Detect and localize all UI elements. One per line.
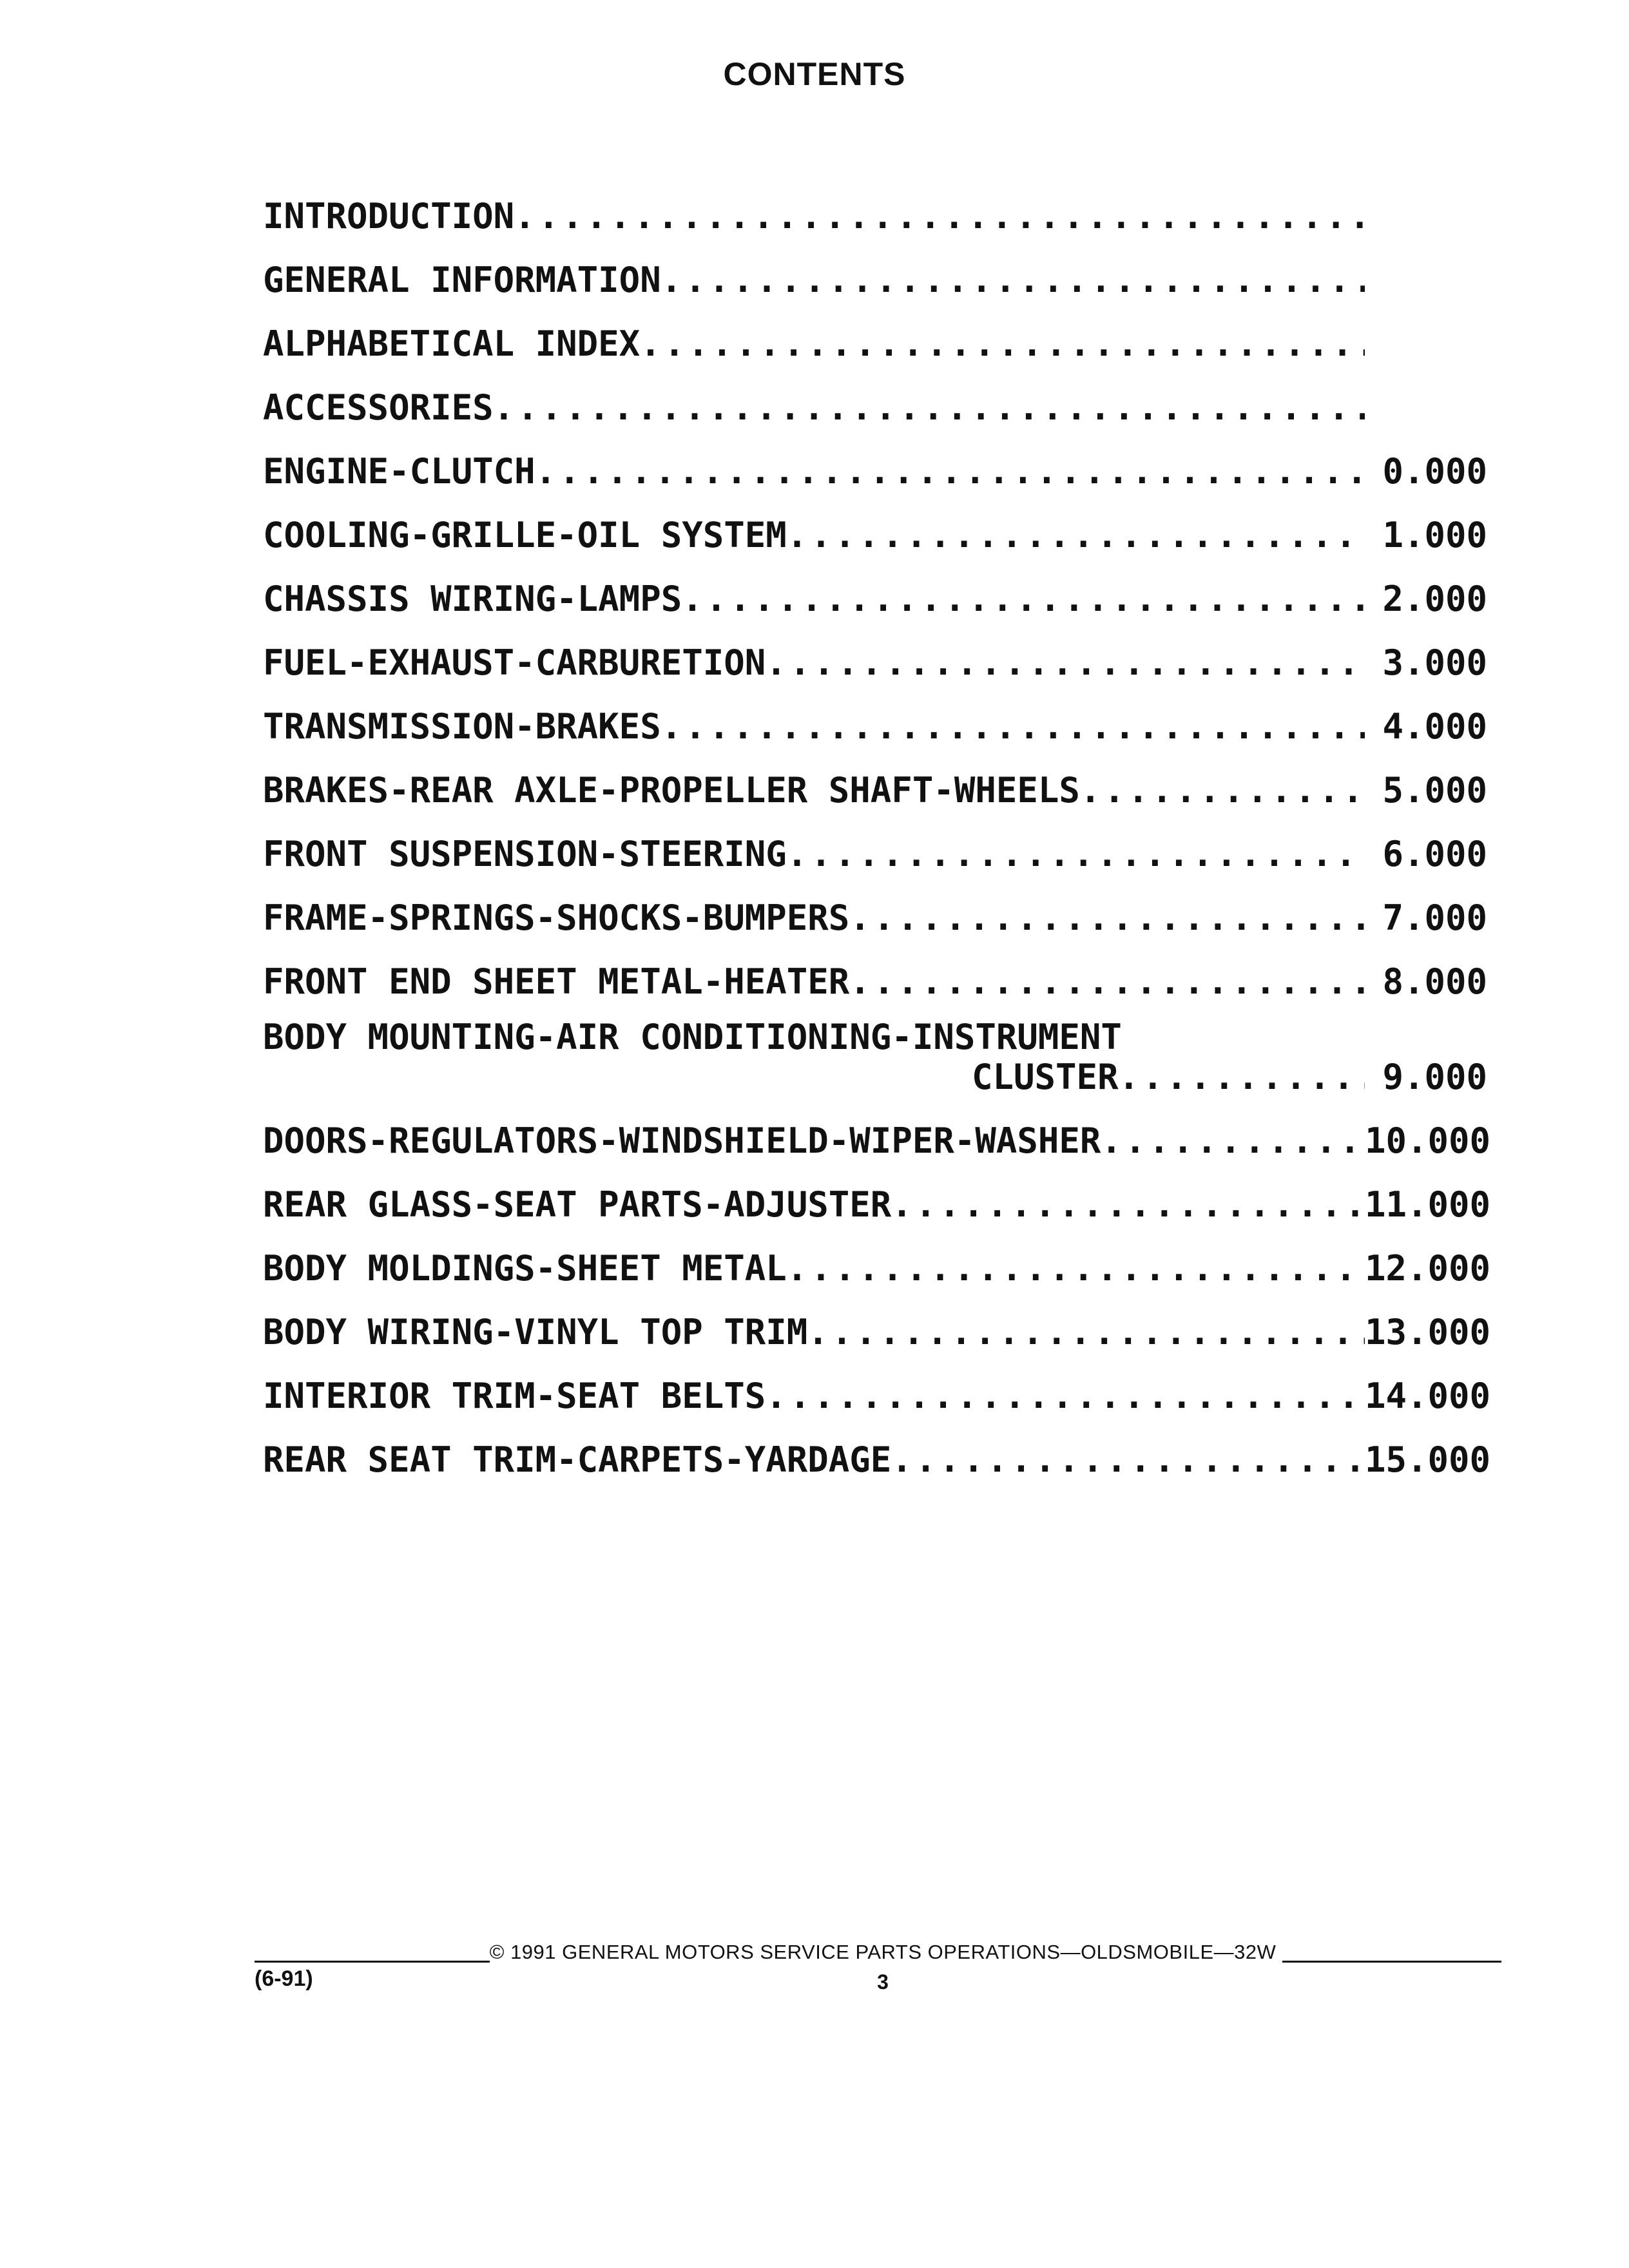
dot-leader	[494, 388, 1365, 428]
toc-entry-title: FRAME-SPRINGS-SHOCKS-BUMPERS	[263, 898, 850, 938]
dot-leader	[1101, 1121, 1365, 1161]
dot-leader	[535, 452, 1365, 492]
toc-entry-interior-trim	[263, 1352, 1491, 1416]
toc-entry-title: COOLING-GRILLE-OIL SYSTEM	[263, 515, 787, 555]
toc-entry-title: BODY WIRING-VINYL TOP TRIM	[263, 1312, 808, 1352]
toc-entry-continuation	[263, 1057, 1487, 1097]
toc-entry-page: 8.000	[1382, 961, 1487, 1002]
toc-entry-page: 7.000	[1382, 898, 1487, 938]
toc-entry-title: TRANSMISSION-BRAKES	[263, 706, 661, 747]
toc-entry-title: INTERIOR TRIM-SEAT BELTS	[263, 1376, 766, 1416]
toc-entry-general-information	[263, 236, 1487, 300]
dot-leader	[640, 324, 1365, 364]
toc-entry-page: 3.000	[1382, 642, 1487, 683]
toc-entry-title: CHASSIS WIRING-LAMPS	[263, 579, 682, 619]
toc-entry-page: 13.000	[1365, 1312, 1491, 1352]
toc-entry-page: 1.000	[1382, 515, 1487, 555]
toc-entry-page: 6.000	[1382, 834, 1487, 874]
dot-leader	[787, 515, 1365, 555]
toc-entry-chassis-wiring	[263, 555, 1487, 619]
dot-leader	[661, 260, 1365, 300]
toc-entry-page: 5.000	[1382, 770, 1487, 811]
toc-entry-alphabetical-index	[263, 300, 1487, 364]
toc-entry-frame-springs	[263, 874, 1487, 938]
toc-entry-title: REAR GLASS-SEAT PARTS-ADJUSTER	[263, 1184, 892, 1225]
toc-entry-fuel-exhaust	[263, 619, 1487, 683]
toc-entry-introduction	[263, 173, 1487, 236]
dot-leader	[1080, 771, 1365, 811]
toc-entry-page: 14.000	[1365, 1376, 1491, 1416]
toc-entry-engine-clutch	[263, 428, 1487, 492]
dot-leader	[807, 1312, 1365, 1352]
toc-entry-page: 11.000	[1365, 1184, 1491, 1225]
toc-entry-front-suspension	[263, 811, 1487, 874]
page-title: CONTENTS	[723, 56, 906, 92]
toc-entry-title: FRONT SUSPENSION-STEERING	[263, 834, 787, 874]
toc-entry-accessories	[263, 364, 1487, 428]
dot-leader	[661, 707, 1365, 747]
toc-entry-rear-seat-trim	[263, 1416, 1491, 1480]
toc-entry-title: ALPHABETICAL INDEX	[263, 323, 641, 364]
toc-entry-cooling	[263, 492, 1487, 555]
dot-leader	[766, 643, 1365, 683]
toc-entry-body-moldings	[263, 1225, 1491, 1289]
toc-entry-transmission	[263, 683, 1487, 747]
toc-entry-body-wiring	[263, 1289, 1491, 1352]
toc-entry-page: 2.000	[1382, 579, 1487, 619]
toc-entry-title: FRONT END SHEET METAL-HEATER	[263, 961, 850, 1002]
toc-entry-title: GENERAL INFORMATION	[263, 260, 661, 300]
toc-entry-title: REAR SEAT TRIM-CARPETS-YARDAGE	[263, 1439, 892, 1480]
toc-entry-page: 0.000	[1382, 451, 1487, 492]
toc-entry-title: FUEL-EXHAUST-CARBURETION	[263, 642, 766, 683]
toc-entry-title: BRAKES-REAR AXLE-PROPELLER SHAFT-WHEELS	[263, 770, 1080, 811]
dot-leader	[1119, 1057, 1365, 1097]
dot-leader	[787, 1249, 1365, 1289]
toc-entry-title: BODY MOUNTING-AIR CONDITIONING-INSTRUMENT	[263, 1017, 1122, 1057]
footer-copyright: © 1991 GENERAL MOTORS SERVICE PARTS OPERATIONS—OLDSMOBILE—32W	[489, 1941, 1277, 1963]
dot-leader	[891, 1185, 1365, 1225]
toc-entry-title: DOORS-REGULATORS-WINDSHIELD-WIPER-WASHER	[263, 1120, 1101, 1161]
dot-leader	[514, 197, 1365, 236]
dot-leader	[787, 834, 1365, 874]
toc-entry-page: 4.000	[1382, 706, 1487, 747]
toc-entry-front-end-sheet-metal	[263, 938, 1487, 1002]
toc-entry-title: ACCESSORIES	[263, 387, 494, 428]
toc-entry-page: 10.000	[1365, 1120, 1491, 1161]
footer-date-code: (6-91)	[255, 1966, 313, 1991]
dot-leader	[849, 962, 1365, 1002]
dot-leader	[891, 1440, 1365, 1480]
toc-entry-title: BODY MOLDINGS-SHEET METAL	[263, 1248, 787, 1289]
table-of-contents	[263, 173, 1491, 1480]
toc-entry-page: 15.000	[1365, 1439, 1491, 1480]
toc-entry-doors-regulators	[263, 1097, 1491, 1161]
dot-leader	[849, 898, 1365, 938]
toc-entry-title: ENGINE-CLUTCH	[263, 451, 535, 492]
toc-entry-title: INTRODUCTION	[263, 196, 515, 236]
footer-rule-left	[255, 1961, 490, 1963]
dot-leader	[682, 579, 1365, 619]
toc-entry-page: 12.000	[1365, 1248, 1491, 1289]
footer-page-number: 3	[877, 1970, 889, 1994]
toc-entry-rear-glass	[263, 1161, 1491, 1225]
toc-entry-brakes-rear-axle	[263, 747, 1487, 811]
toc-entry-body-mounting	[263, 1002, 1487, 1097]
dot-leader	[766, 1376, 1365, 1416]
footer-rule-right	[1282, 1961, 1501, 1963]
toc-entry-page: 9.000	[1382, 1057, 1487, 1097]
toc-entry-title-line2: CLUSTER	[972, 1057, 1119, 1097]
